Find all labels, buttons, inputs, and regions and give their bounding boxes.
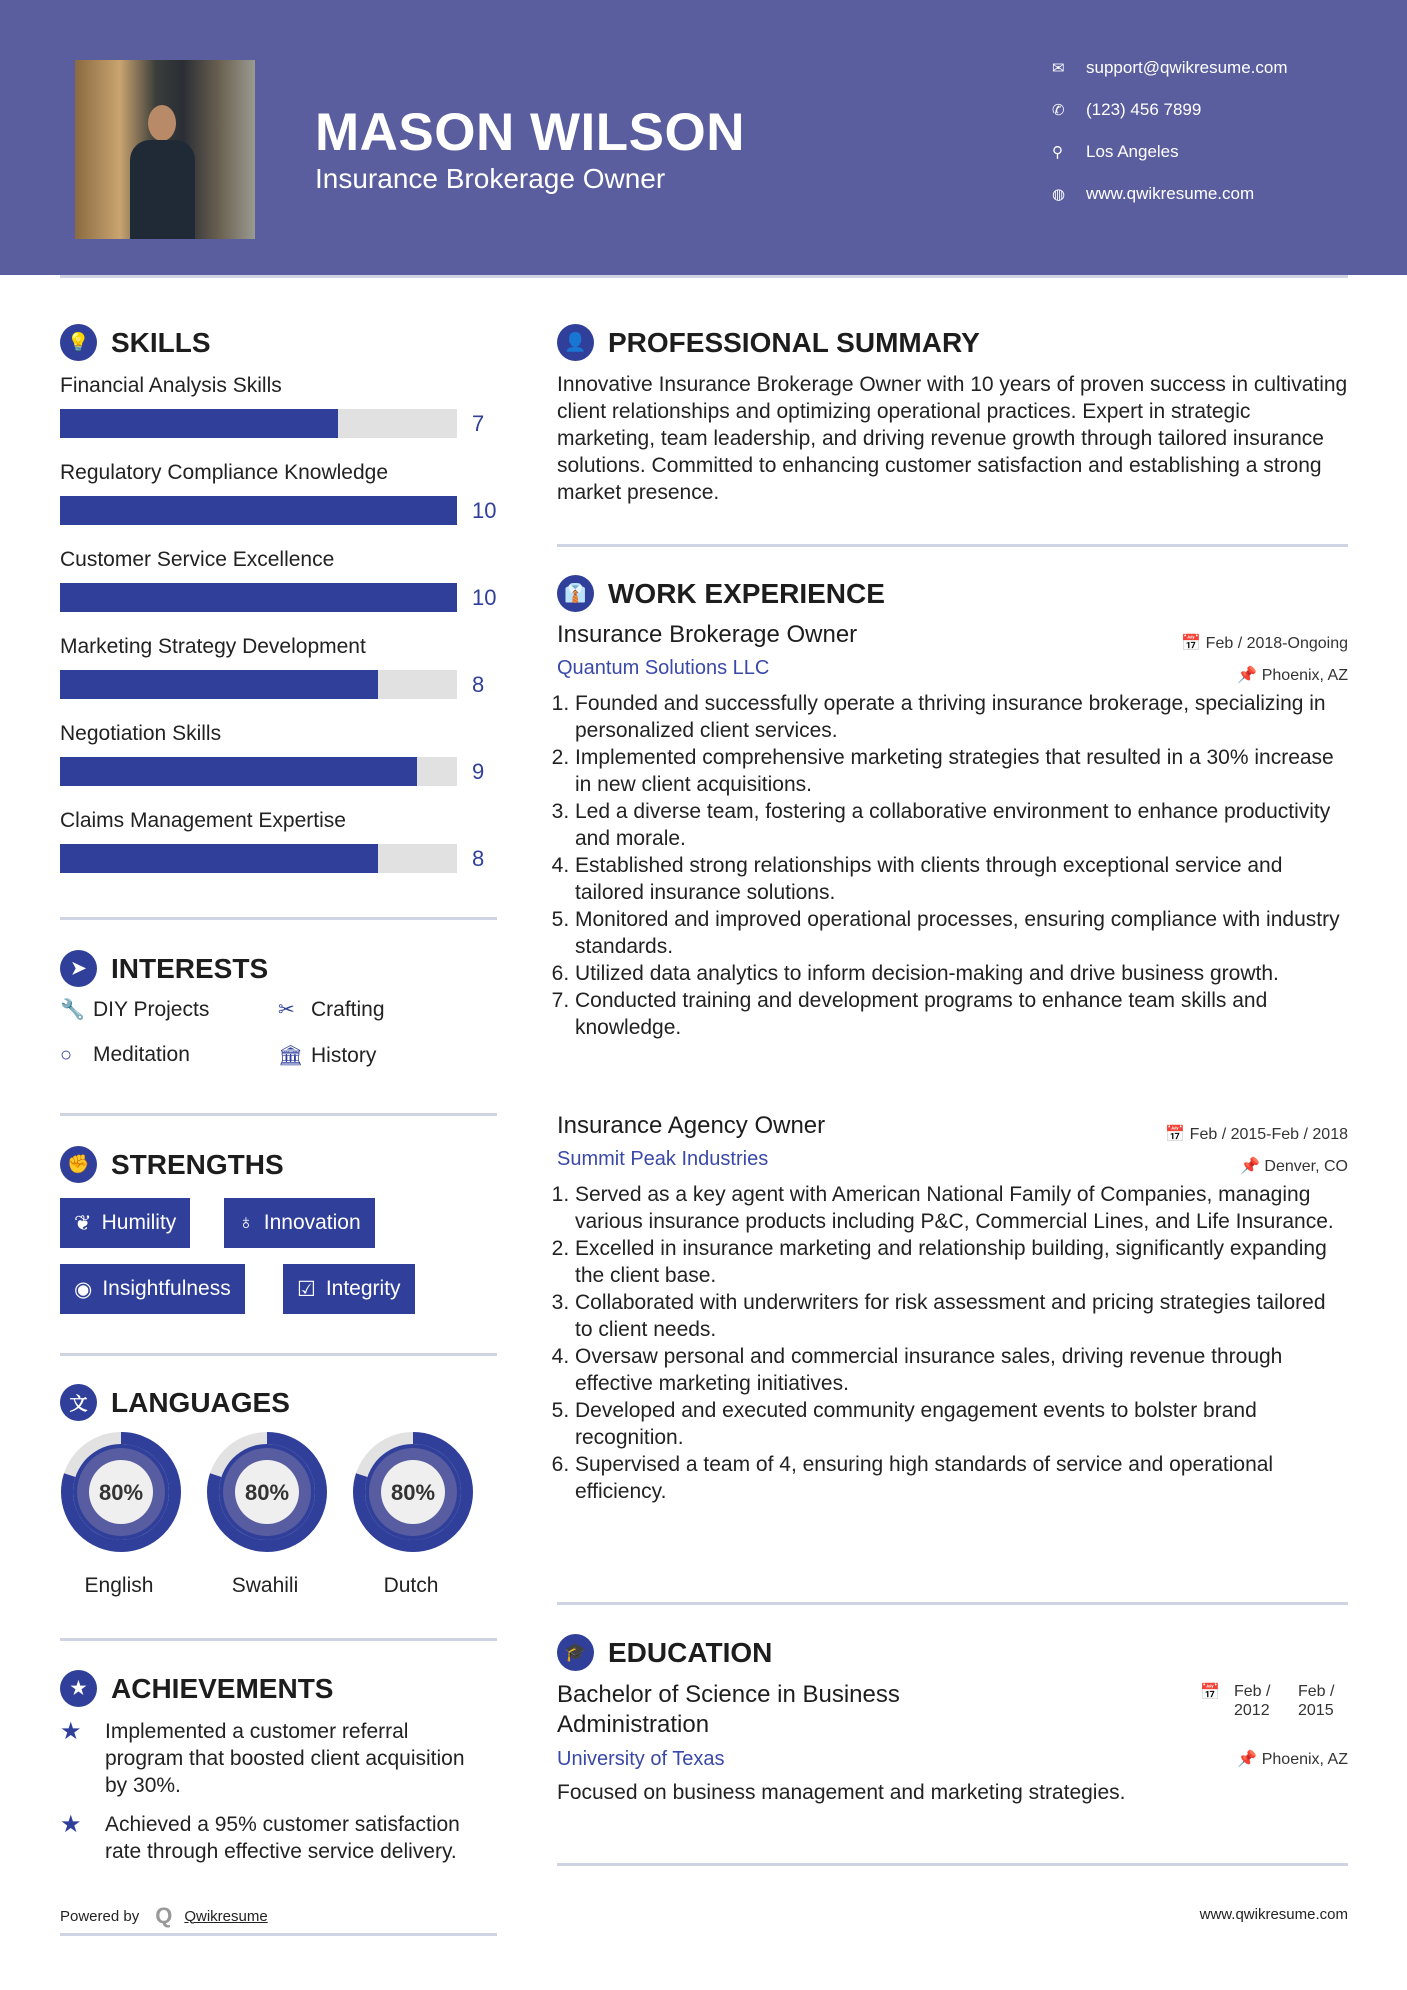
strengths-heading: [60, 1146, 284, 1183]
badge-label: Humility: [101, 1211, 177, 1234]
experience-heading: [557, 575, 885, 612]
job-location: [1240, 1156, 1348, 1176]
school-name: University of Texas: [557, 1748, 725, 1770]
skill-bar: [60, 670, 457, 699]
skill-bar-fill: [60, 670, 378, 699]
divider: [60, 1353, 497, 1356]
location-text: Phoenix, AZ: [1261, 1751, 1348, 1768]
map-marker-icon: ⚲: [1052, 144, 1063, 161]
interest-label: Meditation: [93, 1043, 190, 1066]
achievement-text: Achieved a 95% customer satisfaction rate through effective service delivery.: [105, 1813, 460, 1863]
skill-bar-fill: [60, 757, 417, 786]
start-date: Feb / 2012: [1234, 1683, 1271, 1719]
star-icon: ★: [60, 1811, 82, 1838]
job-bullet: 5. Developed and executed community engagement events to bolster brand recognition.: [575, 1397, 1348, 1451]
job-bullet: 5. Monitored and improved operational processes, ensuring compliance with industry standards.: [575, 906, 1348, 960]
circle-icon: ○: [60, 1043, 73, 1066]
footer-url[interactable]: www.qwikresume.com: [1199, 1906, 1348, 1923]
pin-icon: 📌: [1240, 1158, 1265, 1175]
achievements-heading: [60, 1670, 333, 1707]
location-text: Phoenix, AZ: [1261, 667, 1348, 684]
language-percent: 80%: [98, 1480, 144, 1505]
language-item: [205, 1430, 325, 1598]
lightbulb-icon: 💡: [60, 324, 97, 361]
interest-item: [60, 1043, 190, 1067]
divider: [60, 275, 1348, 278]
job-bullet: 4. Established strong relationships with clients through exceptional service and tailored insurance solutions.: [575, 852, 1348, 906]
calendar-icon: 📅: [1181, 635, 1206, 652]
candidate-name: MASON WILSON: [315, 103, 745, 162]
job-title: Insurance Agency Owner: [557, 1112, 826, 1139]
job-entry: [557, 621, 1348, 1041]
language-name: Dutch: [383, 1574, 439, 1597]
briefcase-icon: 👔: [557, 575, 594, 612]
interest-item: [60, 997, 209, 1022]
divider: [60, 1933, 497, 1936]
lightbulb-icon: ♁: [238, 1211, 254, 1234]
job-date: [1181, 633, 1348, 653]
leaf-icon: ❦: [74, 1211, 92, 1235]
heading-text: PROFESSIONAL SUMMARY: [608, 326, 980, 358]
skill-value: 10: [472, 585, 497, 610]
divider: [60, 917, 497, 920]
skill-label: Marketing Strategy Development: [60, 635, 366, 658]
job-bullets: [557, 690, 1348, 1041]
skill-bar: [60, 583, 457, 612]
skill-label: Claims Management Expertise: [60, 809, 346, 832]
star-badge-icon: ★: [60, 1670, 97, 1707]
job-bullet: 6. Utilized data analytics to inform decision-making and drive business growth.: [575, 960, 1348, 987]
language-icon: 文: [60, 1384, 97, 1421]
education-location: [1237, 1749, 1348, 1769]
date-text: Feb / 2015-Feb / 2018: [1189, 1126, 1348, 1143]
summary-text: Innovative Insurance Brokerage Owner with 10 years of proven success in cultivating client relationships and optimizing operational practices. Expert in strategic marketing, team leadership, and driving revenue growth through tailored insurance solutions. Committed to enhancing customer satisfaction and establishing a strong market presence.: [557, 373, 1348, 504]
skill-bar: [60, 496, 457, 525]
job-bullet: 1. Served as a key agent with American National Family of Companies, managing various insurance products including P&C, Commercial Lines, and Life Insurance.: [575, 1181, 1348, 1235]
user-icon: 👤: [557, 324, 594, 361]
skill-label: Financial Analysis Skills: [60, 374, 282, 397]
skill-value: 8: [472, 846, 485, 871]
language-name: Swahili: [231, 1574, 299, 1597]
heading-text: LANGUAGES: [111, 1386, 290, 1418]
interest-item: [278, 997, 385, 1022]
interest-label: DIY Projects: [93, 997, 210, 1021]
pin-icon: 📌: [1237, 667, 1262, 684]
strength-badge: [224, 1198, 375, 1248]
end-date: Feb / 2015: [1298, 1683, 1335, 1719]
language-ring: [205, 1430, 329, 1554]
skill-label: Regulatory Compliance Knowledge: [60, 461, 389, 484]
interests-heading: [60, 950, 268, 987]
education-heading: [557, 1634, 772, 1671]
scissors-icon: ✂: [278, 999, 295, 1021]
job-entry: [557, 1112, 1348, 1505]
calendar-icon: 📅: [1165, 1126, 1190, 1143]
paper-plane-icon: ➤: [60, 950, 97, 987]
education-description: Focused on business management and marketing strategies.: [557, 1781, 1126, 1804]
skill-bar: [60, 844, 457, 873]
graduation-icon: 🎓: [557, 1634, 594, 1671]
language-percent: 80%: [244, 1480, 290, 1505]
star-icon: ★: [60, 1718, 82, 1745]
heading-text: SKILLS: [111, 326, 211, 358]
job-date: [1165, 1124, 1348, 1144]
company-name: Quantum Solutions LLC: [557, 657, 770, 679]
job-location: [1237, 665, 1348, 685]
language-ring: [59, 1430, 183, 1554]
skill-label: Customer Service Excellence: [60, 548, 335, 571]
heading-text: INTERESTS: [111, 952, 269, 984]
skills-heading: [60, 324, 211, 361]
skill-bar-fill: [60, 844, 378, 873]
divider: [557, 1602, 1348, 1605]
interest-label: History: [311, 1043, 377, 1067]
heading-text: EDUCATION: [608, 1636, 773, 1668]
calendar-icon: 📅: [1200, 1684, 1220, 1701]
divider: [557, 1863, 1348, 1866]
skill-bar-fill: [60, 583, 457, 612]
skill-value: 8: [472, 672, 485, 697]
job-bullet: 3. Collaborated with underwriters for risk assessment and pricing strategies tailored to client needs.: [575, 1289, 1348, 1343]
phone-icon: ✆: [1052, 102, 1065, 119]
language-percent: 80%: [390, 1480, 436, 1505]
language-item: [59, 1430, 179, 1598]
job-title: Insurance Brokerage Owner: [557, 621, 858, 648]
badge-label: Integrity: [325, 1277, 401, 1300]
achievement-item: [60, 1811, 480, 1865]
achievement-text: Implemented a customer referral program that boosted client acquisition by 30%.: [105, 1720, 465, 1797]
badge-label: Innovation: [263, 1211, 361, 1234]
contact-phone[interactable]: [1052, 100, 1201, 120]
language-name: English: [84, 1574, 154, 1597]
powered-by-label: Powered by: [60, 1907, 140, 1925]
skill-value: 7: [472, 411, 485, 436]
check-square-icon: ☑: [297, 1277, 316, 1301]
wrench-icon: 🔧: [60, 999, 85, 1021]
museum-icon: 🏛: [278, 1045, 304, 1067]
contact-email[interactable]: [1052, 58, 1288, 78]
badge-label: Insightfulness: [102, 1277, 231, 1300]
summary-heading: [557, 324, 980, 361]
job-bullet: 7. Conducted training and development programs to enhance team skills and knowledge.: [575, 987, 1348, 1041]
language-ring: [351, 1430, 475, 1554]
envelope-icon: ✉: [1052, 60, 1065, 77]
profile-photo: [75, 60, 255, 239]
globe-icon: ◍: [1052, 186, 1066, 203]
job-bullets: [557, 1181, 1348, 1505]
job-bullet: 3. Led a diverse team, fostering a collaborative environment to enhance productivity and morale.: [575, 798, 1348, 852]
heading-text: ACHIEVEMENTS: [111, 1672, 334, 1704]
job-bullet: 4. Oversaw personal and commercial insurance sales, driving revenue through effective marketing initiatives.: [575, 1343, 1348, 1397]
contact-website[interactable]: [1052, 184, 1254, 204]
contact-text: www.qwikresume.com: [1086, 184, 1255, 203]
company-name: Summit Peak Industries: [557, 1148, 769, 1170]
languages-heading: [60, 1384, 290, 1421]
header: [0, 0, 1407, 275]
skill-bar: [60, 409, 457, 438]
job-bullet: 1. Founded and successfully operate a thriving insurance brokerage, specializing in personalized client services.: [575, 690, 1348, 744]
heading-text: STRENGTHS: [111, 1148, 284, 1180]
divider: [60, 1638, 497, 1641]
contact-text: Los Angeles: [1086, 142, 1179, 161]
fist-icon: ✊: [60, 1146, 97, 1183]
skill-bar: [60, 757, 457, 786]
qwikresume-link[interactable]: Qwikresume: [184, 1907, 268, 1925]
contact-text: support@qwikresume.com: [1086, 58, 1288, 77]
powered-by: [60, 1903, 268, 1929]
education-dates: [1200, 1682, 1348, 1720]
interest-label: Crafting: [311, 997, 385, 1021]
interest-item: [278, 1043, 376, 1068]
achievement-item: [60, 1718, 480, 1799]
contact-location: [1052, 142, 1179, 162]
job-bullet: 2. Implemented comprehensive marketing strategies that resulted in a 30% increase in new client acquisitions.: [575, 744, 1348, 798]
education-entry: [557, 1680, 1348, 1806]
divider: [557, 544, 1348, 547]
strength-badge: [283, 1264, 415, 1314]
skill-bar-fill: [60, 496, 457, 525]
language-item: [351, 1430, 471, 1598]
skill-bar-fill: [60, 409, 338, 438]
qwikresume-logo-icon: Q: [155, 1903, 173, 1928]
skill-value: 9: [472, 759, 485, 784]
job-bullet: 2. Excelled in insurance marketing and relationship building, significantly expanding the client base.: [575, 1235, 1348, 1289]
job-bullet: 6. Supervised a team of 4, ensuring high standards of service and operational efficiency.: [575, 1451, 1348, 1505]
pin-icon: 📌: [1237, 1751, 1262, 1768]
date-text: Feb / 2018-Ongoing: [1205, 635, 1348, 652]
location-text: Denver, CO: [1264, 1158, 1348, 1175]
heading-text: WORK EXPERIENCE: [608, 577, 885, 609]
candidate-title: Insurance Brokerage Owner: [315, 163, 666, 194]
skill-value: 10: [472, 498, 497, 523]
contact-text: (123) 456 7899: [1086, 100, 1202, 119]
skill-label: Negotiation Skills: [60, 722, 222, 745]
eye-icon: ◉: [74, 1277, 93, 1301]
strength-badge: [60, 1264, 245, 1314]
degree: Bachelor of Science in Business Administration: [557, 1681, 900, 1738]
divider: [60, 1113, 497, 1116]
strength-badge: [60, 1198, 190, 1248]
